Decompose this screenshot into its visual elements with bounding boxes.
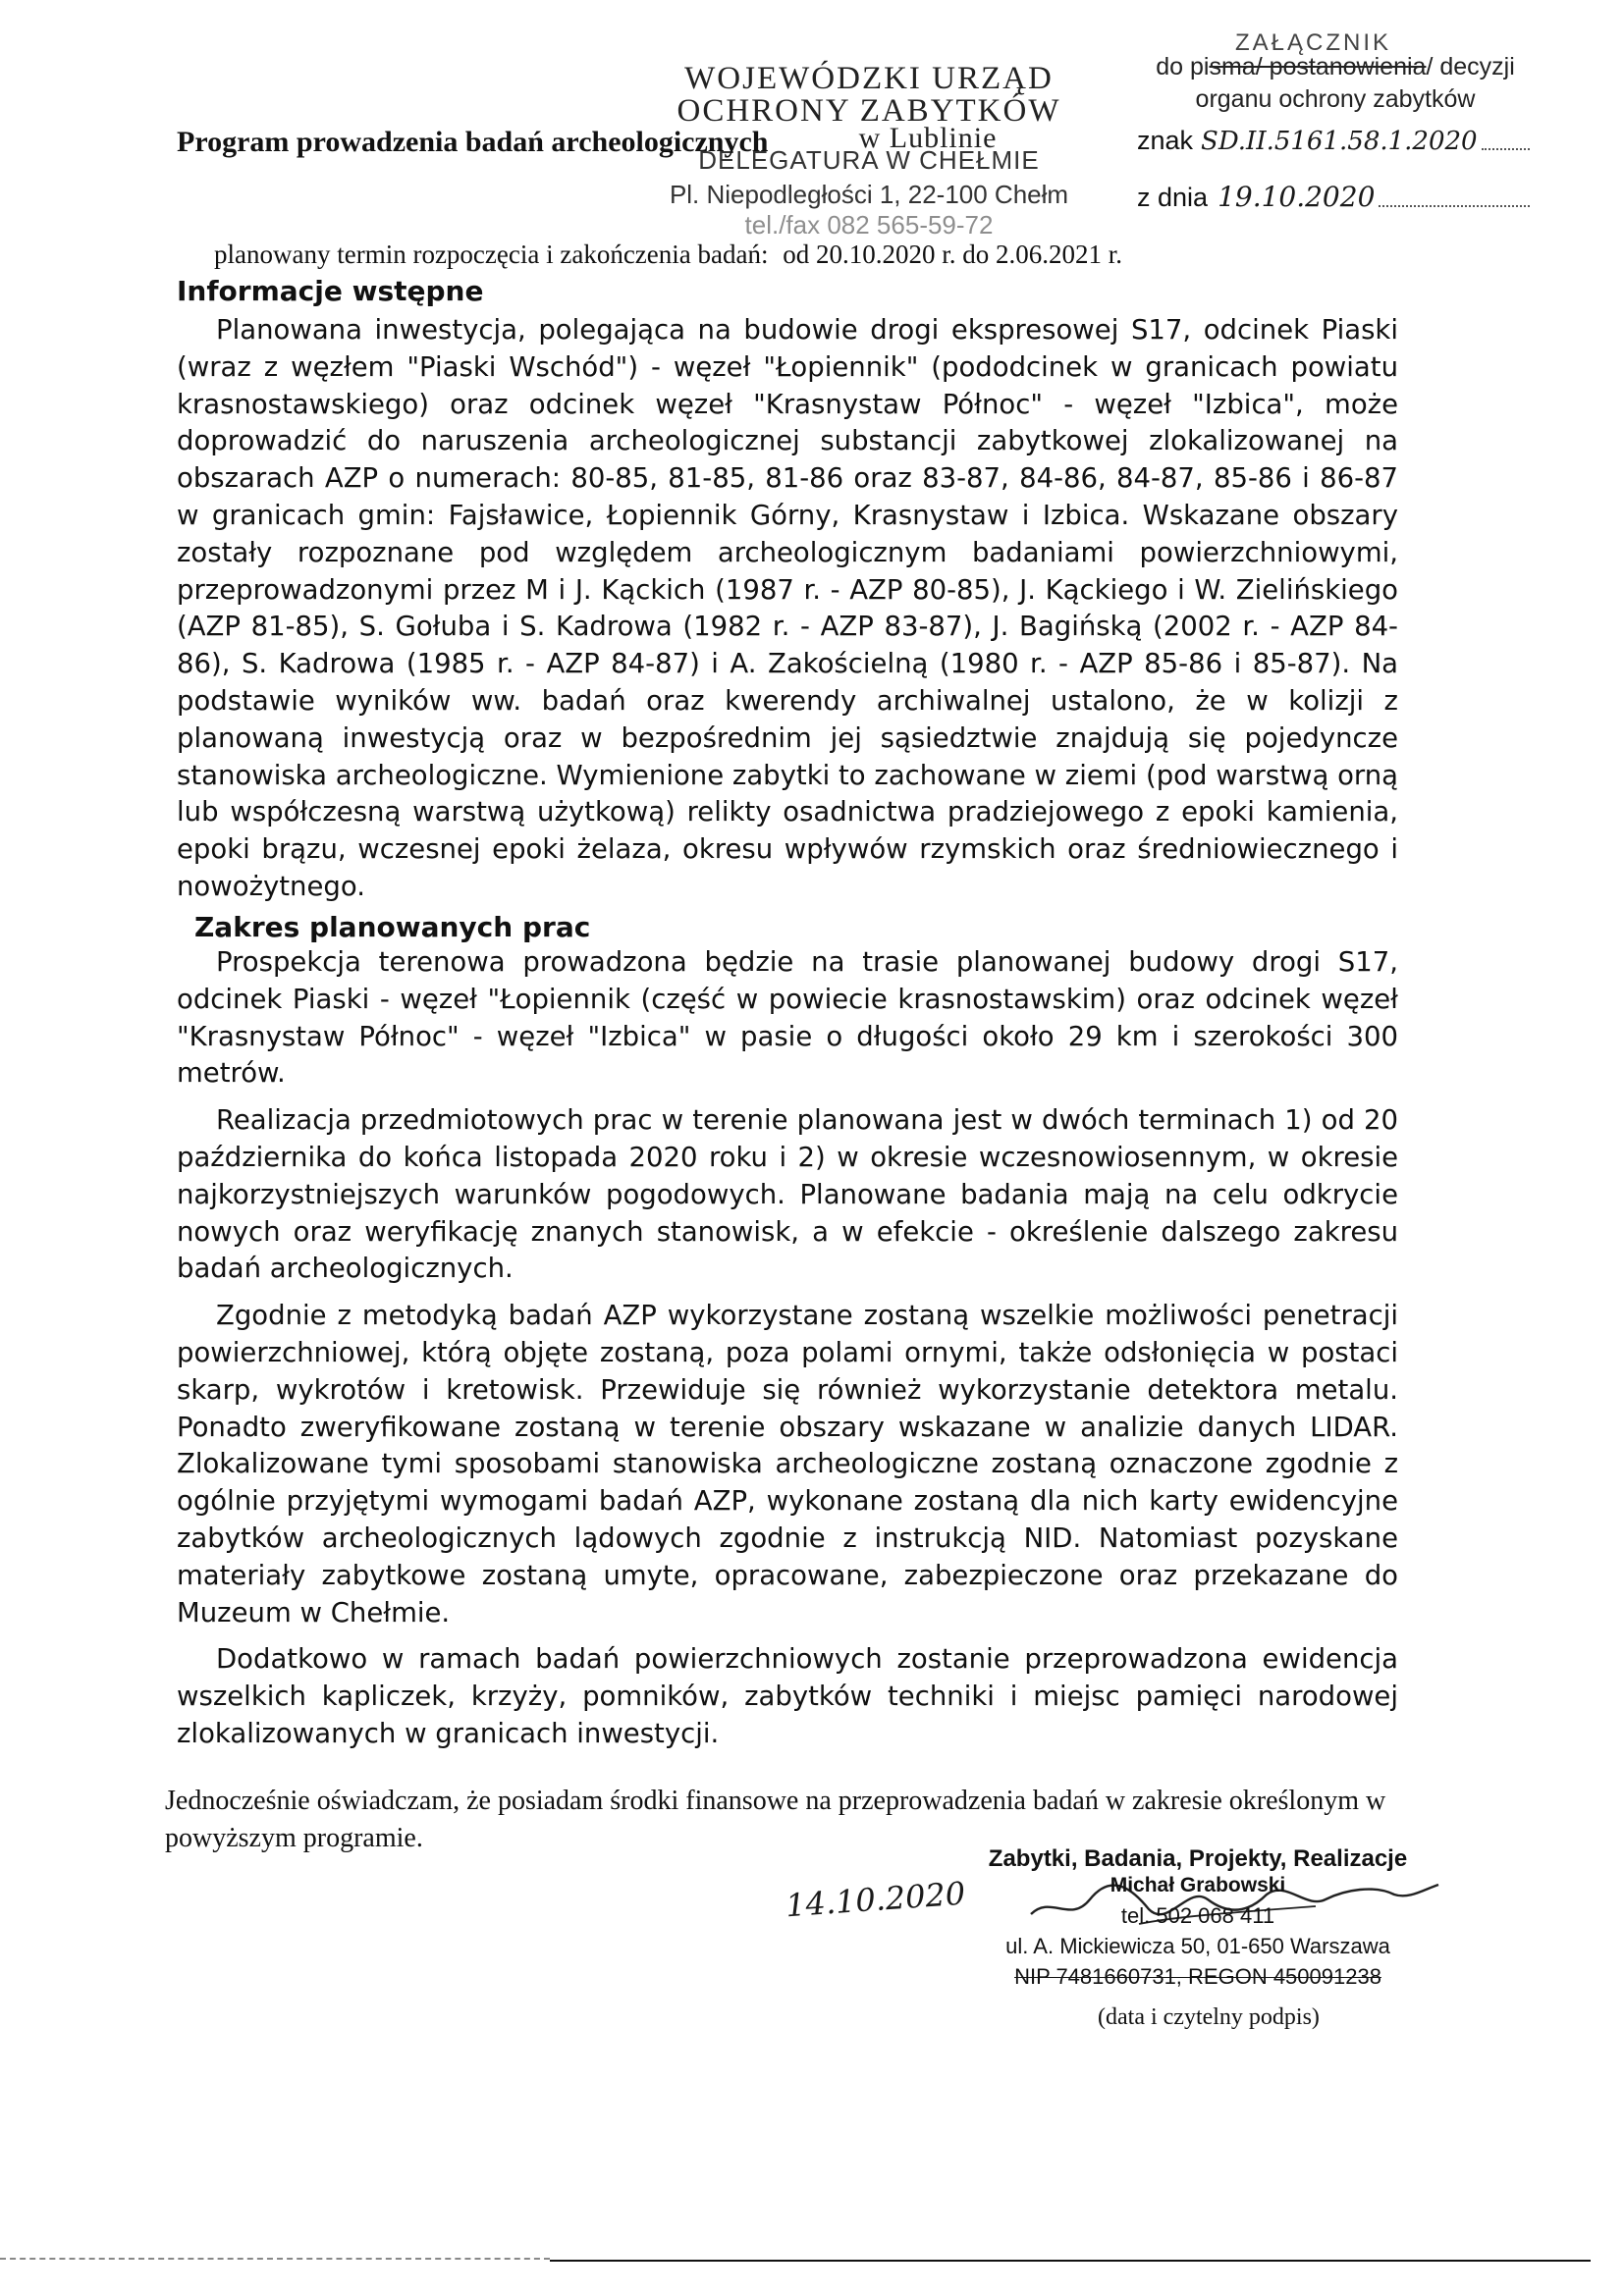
research-period [214,240,1432,270]
annex-label: ZAŁĄCZNIK [1235,29,1392,56]
office-stamp [638,61,1100,130]
stamp-line-1: WOJEWÓDZKI URZĄD [684,61,1054,96]
document-title: Program prowadzenia badań archeologicznych [177,126,769,158]
intro-text-block [177,312,1398,906]
scope-heading: Zakres planowanych prac [194,911,591,943]
reference-number-label: znak [1137,126,1194,155]
company-name: Zabytki, Badania, Projekty, Realizacje [988,1845,1408,1872]
scope-paragraph-3: Zgodnie z metodyką badań AZP wykorzystane zostaną wszelkie możliwości penetracji powierzchniowej, którą objęte zostaną, poza polami ornymi, także odsłonięcia w postaci skarp, wykrotów i kretowisk. Przewiduje się również wykorzystanie detektora metalu. Ponadto zweryfikowane zostaną w terenie obszary wskazane w analizie danych LIDAR. Zlokalizowane tymi sposobami stanowiska archeologiczne zostaną oznaczone zgodnie z ogólnie przyjętymi wymogami badań AZP, wykonane zostaną dla nich karty ewidencyjne zabytków archeologicznych lądowych zgodnie z instrukcją NID. Natomiast pozyskane materiały zabytkowe zostaną umyte, opracowane, zabezpieczone oraz przekazane do Muzeum w Chełmie. [177,1300,1398,1629]
scope-paragraph-1: Prospekcja terenowa prowadzona będzie na trasie planowanej budowy drogi S17, odcinek Piaski - węzeł "Łopiennik (część w powiecie krasnostawskim) oraz odcinek węzeł "Krasnystaw Północ" - węzeł "Izbica" w pasie o długości około 29 km i szerokości 300 metrów. [177,946,1398,1090]
stamp-line-5: Pl. Niepodległości 1, 22-100 Chełm [669,180,1069,209]
annex-reference [1129,53,1542,114]
reference-number-field [1137,126,1530,156]
reference-number-value: SD.II.5161.58.1.2020 [1201,127,1478,156]
stamp-line-6: tel./fax 082 565-59-72 [744,210,994,240]
handwritten-date: 14.10.2020 [784,1874,967,1925]
signature-caption: (data i czytelny podpis) [1098,2004,1320,2030]
scope-paragraph-4: Dodatkowo w ramach badań powierzchniowych zostanie przeprowadzona ewidencja wszelkich kapliczek, krzyży, pomników, zabytków techniki i miejsc pamięci narodowej zlokalizowanych w granicach inwestycji. [177,1643,1398,1749]
date-label: z dnia [1137,183,1209,212]
reference-number-dots [1482,146,1530,150]
company-ids: NIP 7481660731, REGON 450091238 [1014,1964,1381,1989]
date-field [1137,181,1530,213]
research-period-label: planowany termin rozpoczęcia i zakończenia badań: [214,240,769,269]
intro-paragraph: Planowana inwestycja, polegająca na budowie drogi ekspresowej S17, odcinek Piaski (wraz z węzłem "Piaski Wschód") - węzeł "Łopiennik" (pododcinek w granicach powiatu krasnostawskiego) oraz odcinek węzeł "Krasnystaw Północ" - węzeł "Izbica", może doprowadzić do naruszenia archeologicznej substancji zabytkowej zlokalizowanej na obszarach AZP o numerach: 80-85, 81-85, 81-86 oraz 83-87, 84-86, 84-87, 85-86 i 86-87 w granicach gmin: Fajsławice, Łopiennik Górny, Krasnystaw i Izbica. Wskazane obszary zostały rozpoznane pod względem archeologicznym badaniami powierzchniowymi, przeprowadzonymi przez M i J. Kąckich (1987 r. - AZP 80-85), J. Kąckiego i W. Zielińskiego (AZP 81-85), S. Gołuba i S. Kadrowa (1982 r. - AZP 83-87), J. Bagińską (2002 r. - AZP 84-86), S. Kadrowa (1985 r. - AZP 84-87) i A. Zakościelną (1980 r. - AZP 85-86 i 85-87). Na podstawie wyników ww. badań oraz kwerendy archiwalnej ustalono, że w kolizji z planowaną inwestycją oraz w bezpośrednim jej sąsiedztwie znajdują się pojedyncze stanowiska archeologiczne. Wymienione zabytki to zachowane w ziemi (pod warstwą orną lub współczesną warstwą użytkową) relikty osadnictwa pradziejowego z epoki kamienia, epoki brązu, wczesnej epoki żelaza, okresu wpływów rzymskich oraz średniowiecznego i nowożytnego. [177,314,1398,902]
company-address: ul. A. Mickiewicza 50, 01-650 Warszawa [1005,1934,1390,1958]
scope-text-block [177,944,1398,1753]
intro-heading: Informacje wstępne [177,275,484,307]
research-period-value: od 20.10.2020 r. do 2.06.2021 r. [783,240,1122,269]
stamp-line-2: OCHRONY ZABYTKÓW [677,93,1061,129]
company-phone: tel. 502 068 411 [1120,1903,1275,1928]
annex-line-1: do pisma/ postanowienia/ decyzji [1156,53,1515,80]
annex-line-2: organu ochrony zabytków [1195,85,1476,113]
company-person: Michał Grabowski [1110,1874,1286,1896]
financial-declaration: Jednocześnie oświadczam, że posiadam środki finansowe na przeprowadzenia badań w zakresie określonym w powyższym programie. [165,1786,1386,1853]
date-value: 19.10.2020 [1218,181,1376,213]
footer-dashed-line [0,2258,550,2260]
scope-paragraph-2: Realizacja przedmiotowych prac w terenie planowana jest w dwóch terminach 1) od 20 października do końca listopada 2020 roku i 2) w okresie wczesnowiosennym, w okresie najkorzystniejszych warunków pogodowych. Planowane badania mają na celu odkrycie nowych oraz weryfikację znanych stanowisk, a w efekcie - określenie dalszego zakresu badań archeologicznych. [177,1104,1398,1285]
stamp-line-3: w Lublinie [858,122,998,154]
company-stamp [943,1843,1453,1992]
date-dots [1379,203,1530,207]
footer-line [550,2260,1591,2262]
stamp-line-4: DELEGATURA W CHEŁMIE [698,145,1040,175]
